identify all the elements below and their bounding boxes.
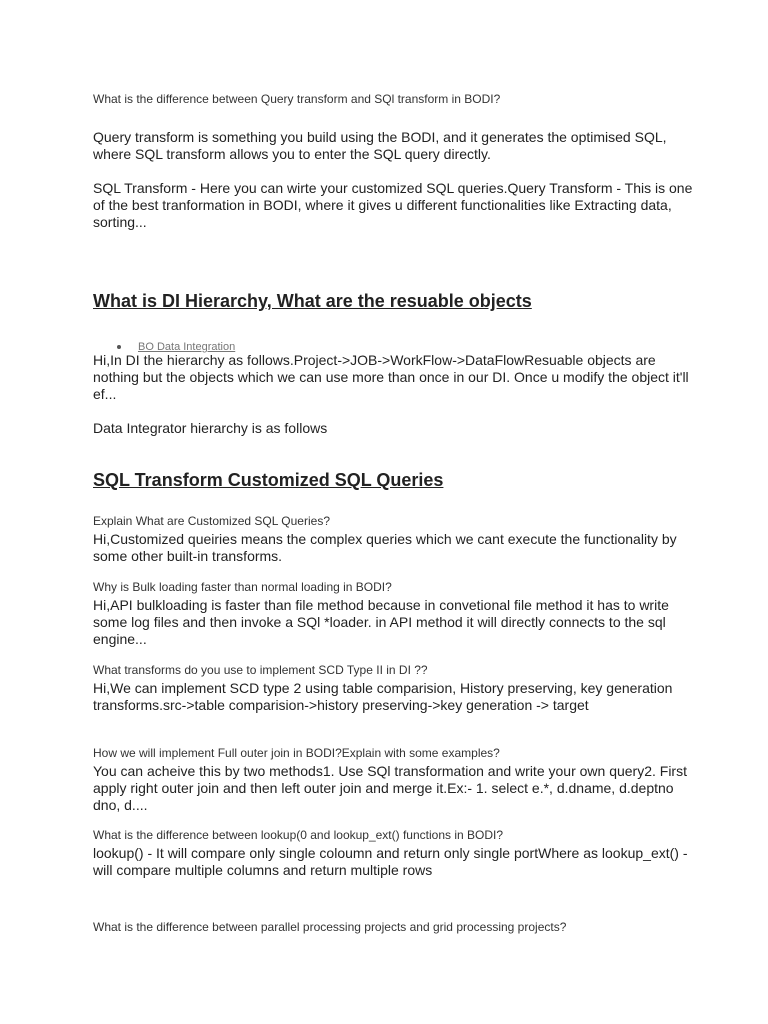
answer-lookup-functions: lookup() - It will compare only single coloumn and return only single portWhere as lookup_ext() - will compare multiple columns and return multiple rows bbox=[93, 845, 688, 878]
answer-di-hierarchy: Hi,In DI the hierarchy as follows.Project->JOB->WorkFlow->DataFlowResuable objects are nothing but the objects which we can use more than once in our DI. Once u modify the object it'll ef... bbox=[93, 352, 689, 402]
question-bulk-loading: Why is Bulk loading faster than normal loading in BODI? bbox=[93, 580, 392, 594]
question-parallel-vs-grid: What is the difference between parallel processing projects and grid processing projects? bbox=[93, 920, 567, 934]
answer-bulk-loading: Hi,API bulkloading is faster than file method because in convetional file method it has to write some log files and then invoke a SQl *loader. in API method it will directly connects to the sql engine... bbox=[93, 597, 669, 647]
tag-link-bo-data-integration[interactable]: BO Data Integration bbox=[138, 341, 236, 353]
answer-sql-transform: SQL Transform - Here you can wirte your customized SQL queries.Query Transform - This is one of the best tranformation in BODI, where it gives u different functionalities like Extracting data, sorting... bbox=[93, 180, 693, 230]
question-scd-type-ii: What transforms do you use to implement SCD Type II in DI ?? bbox=[93, 663, 428, 677]
heading-di-hierarchy[interactable]: What is DI Hierarchy, What are the resuable objects bbox=[93, 291, 532, 311]
bullet-icon bbox=[117, 345, 121, 349]
answer-full-outer-join: You can acheive this by two methods1. Use SQl transformation and write your own query2. First apply right outer join and then left outer join and merge it.Ex:- 1. select e.*, d.dname, d.deptno dno, d.... bbox=[93, 763, 687, 813]
question-lookup-functions: What is the difference between lookup(0 and lookup_ext() functions in BODI? bbox=[93, 828, 504, 842]
answer-data-integrator-hierarchy: Data Integrator hierarchy is as follows bbox=[93, 420, 328, 436]
answer-customized-sql: Hi,Customized queiries means the complex queries which we cant execute the functionality by some other built-in transforms. bbox=[93, 531, 677, 564]
question-customized-sql: Explain What are Customized SQL Queries? bbox=[93, 514, 330, 528]
answer-scd-type-ii: Hi,We can implement SCD type 2 using table comparision, History preserving, key generation transforms.src->table comparision->history preserving->key generation -> target bbox=[93, 680, 673, 713]
question-query-vs-sql-transform: What is the difference between Query transform and SQl transform in BODI? bbox=[93, 92, 501, 106]
question-full-outer-join: How we will implement Full outer join in BODI?Explain with some examples? bbox=[93, 746, 500, 760]
answer-query-transform: Query transform is something you build using the BODI, and it generates the optimised SQL, where SQL transform allows you to enter the SQL query directly. bbox=[93, 129, 667, 162]
heading-sql-transform-customized[interactable]: SQL Transform Customized SQL Queries bbox=[93, 470, 444, 490]
